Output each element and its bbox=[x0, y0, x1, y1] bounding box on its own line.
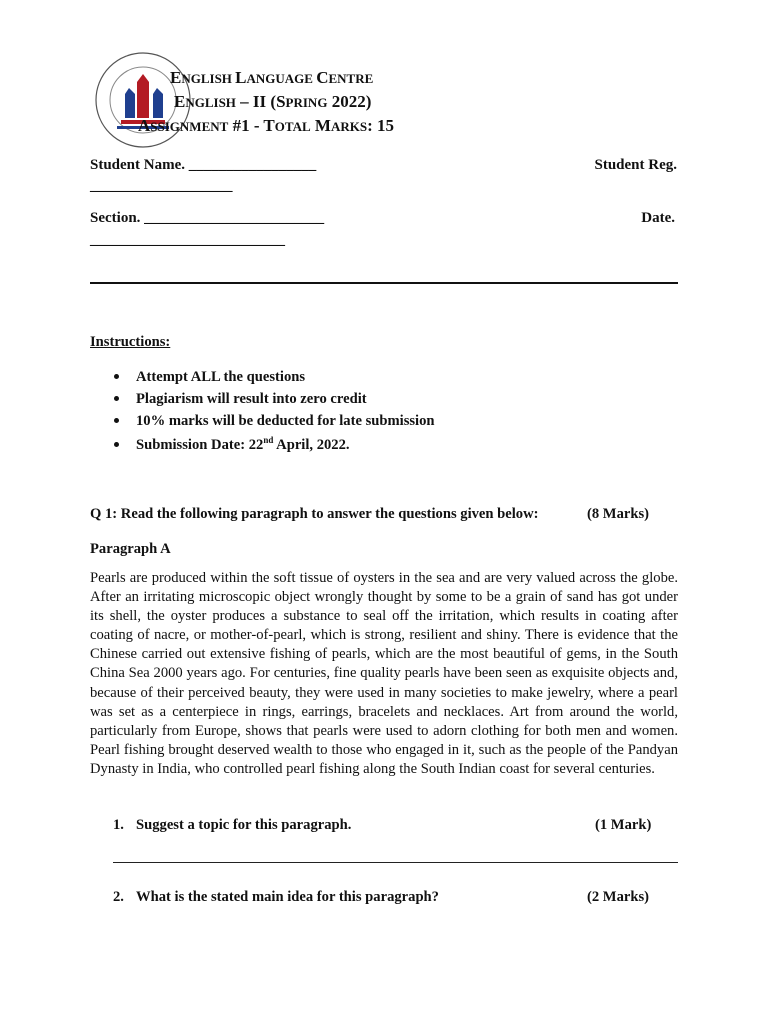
instructions-title: Instructions: bbox=[90, 334, 171, 350]
student-reg-label: Student Reg. bbox=[594, 157, 677, 173]
student-name-field[interactable]: Student Name. _________________ bbox=[90, 157, 317, 173]
section-field[interactable]: Section. ________________________ bbox=[90, 210, 325, 226]
q1-marks: (8 Marks) bbox=[587, 506, 650, 522]
bullet-icon bbox=[114, 442, 119, 447]
sub-question-1-number: 1. bbox=[113, 817, 124, 833]
sub-question-2-marks: (2 Marks) bbox=[587, 889, 650, 905]
sub-question-1-marks: (1 Mark) bbox=[595, 817, 652, 833]
date-label: Date. bbox=[641, 210, 675, 226]
q1-prompt: Q 1: Read the following paragraph to answer the questions given below: bbox=[90, 506, 539, 522]
header-line-assignment: ASSIGNMENT #1 - TOTAL MARKS: 15 bbox=[138, 116, 394, 135]
student-reg-field[interactable]: ___________________ bbox=[90, 178, 233, 194]
answer-line[interactable] bbox=[113, 862, 678, 863]
sub-question-1-text: Suggest a topic for this paragraph. bbox=[136, 817, 352, 833]
bullet-icon bbox=[114, 418, 119, 423]
sub-question-2-number: 2. bbox=[113, 889, 124, 905]
sub-question-2-text: What is the stated main idea for this paragraph? bbox=[136, 889, 439, 905]
bullet-icon bbox=[114, 374, 119, 379]
paragraph-title: Paragraph A bbox=[90, 541, 171, 557]
header-divider bbox=[90, 282, 678, 284]
date-field[interactable]: __________________________ bbox=[90, 232, 285, 248]
instruction-item-submission-date: Submission Date: 22nd April, 2022. bbox=[114, 435, 350, 454]
instruction-item: Attempt ALL the questions bbox=[114, 369, 305, 386]
header-line-course: ENGLISH – II (SPRING 2022) bbox=[174, 92, 372, 111]
paragraph-a-text: Pearls are produced within the soft tissue of oysters in the sea and are very valued across the globe. After an irritating microscopic object wrongly thought by some to be a grain of sand has got under its shell, the oyster produces a substance to seal off the irritation, which results in coating after coating of nacre, or mother-of-pearl, which is strong, resilient and shiny. There is evidence that the Chinese carried out extensive fishing of pearls, which are the most beautiful of gems, in the South China Sea 2000 years ago. For centuries, fine quality pearls have been seen as exquisite objects and, because of their perceived beauty, they were used in many societies to make jewelry, where a pearl was set as a centerpiece in rings, earrings, bracelets and necklaces. Art from around the world, particularly from Europe, shows that pearls were used to adorn clothing for both men and women. Pearl fishing brought deserved wealth to those who engaged in it, such as the people of the Pandyan Dynasty in India, who controlled pearl fishing along the South Indian coast for several centuries. bbox=[90, 570, 678, 777]
instruction-item: 10% marks will be deducted for late submission bbox=[114, 413, 435, 430]
bullet-icon bbox=[114, 396, 119, 401]
instruction-item: Plagiarism will result into zero credit bbox=[114, 391, 367, 408]
header-line-centre: ENGLISH LANGUAGE CENTRE bbox=[170, 68, 374, 87]
